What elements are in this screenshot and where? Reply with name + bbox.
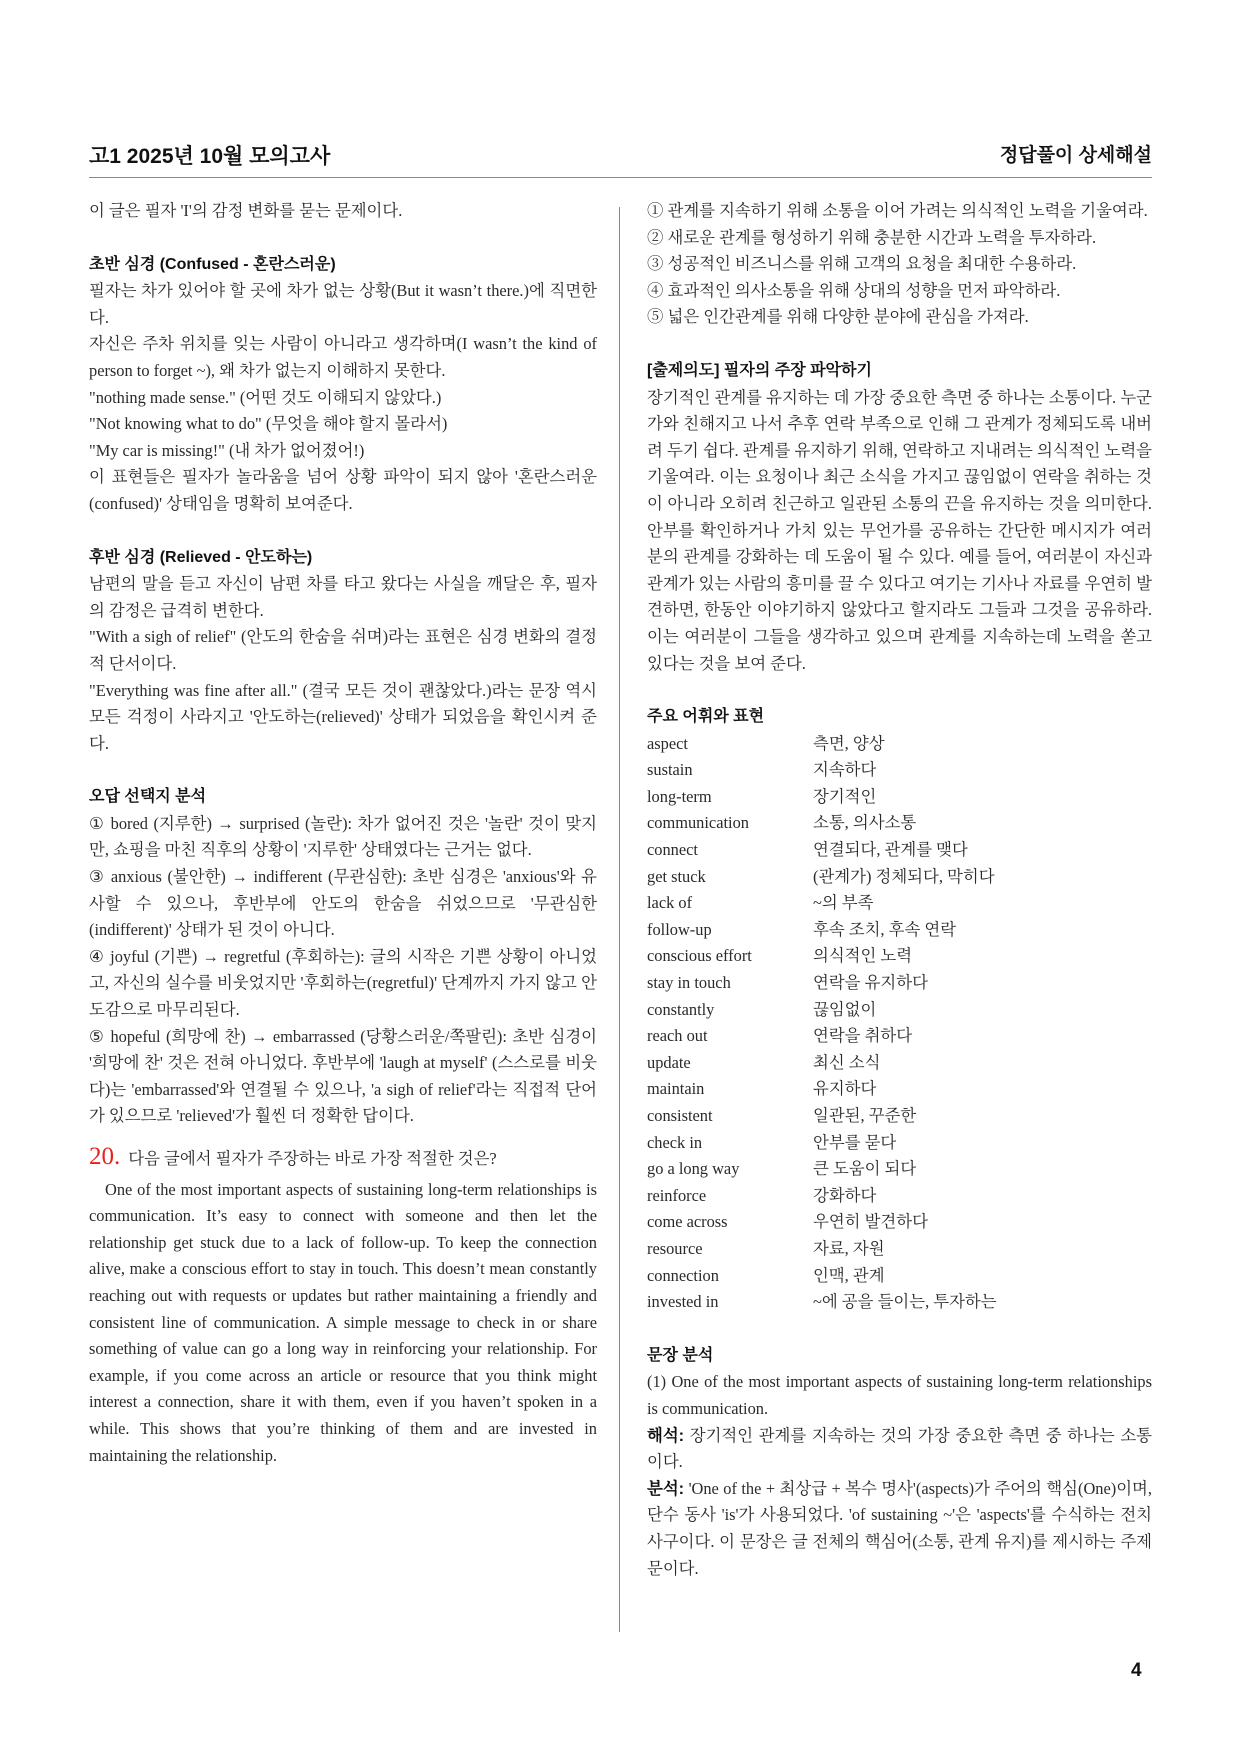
vocab-term: reach out bbox=[647, 1026, 708, 1046]
wrong-answers-section bbox=[89, 784, 597, 1130]
intent-title: [출제의도] 필자의 주장 파악하기 bbox=[647, 361, 872, 379]
vocab-meaning: 안부를 묻다 bbox=[813, 1132, 897, 1152]
vocab-item bbox=[647, 970, 1152, 997]
answer-option: ⑤ 넓은 인간관계를 위해 다양한 분야에 관심을 가져라. bbox=[647, 307, 1029, 327]
intent-body: 장기적인 관계를 유지하는 데 가장 중요한 측면 중 하나는 소통이다. 누군가와 친해지고 나서 추후 연락 부족으로 인해 그 관계가 정체되도록 내버려 두기 쉽다. 관계를 유지하기 위해, 연락하고 지내려는 의식적인 노력을 기울여라. 이는 요청이나 최근 소식을 가지고 끊임없이 연락을 취하는 것이 아니라 오히려 친근하고 일관된 소통의 끈을 유지하는 것을 의미한다. 안부를 확인하거나 가치 있는 무언가를 공유하는 간단한 메시지가 여러분의 관계를 강화하는 데 도움이 될 수 있다. 예를 들어, 여러분이 자신과 관계가 있는 사람의 흥미를 끌 수 있다고 여기는 기사나 자료를 우연히 발견하면, 한동안 이야기하지 않았다고 할지라도 그들과 그것을 공유하라. 이는 여러분이 그들을 생각하고 있으며 관계를 지속하는데 노력을 쏟고 있다는 것을 보여 준다. bbox=[647, 387, 1152, 673]
vocab-term: connect bbox=[647, 840, 698, 860]
sentence-analysis-section bbox=[647, 1343, 1152, 1582]
vocab-term: get stuck bbox=[647, 866, 706, 886]
vocab-item bbox=[647, 731, 1152, 758]
vocab-item bbox=[647, 864, 1152, 891]
vocab-term: reinforce bbox=[647, 1185, 707, 1205]
vocab-item bbox=[647, 784, 1152, 811]
vocab-item bbox=[647, 890, 1152, 917]
intro-text: 이 글은 필자 'I'의 감정 변화를 묻는 문제이다. bbox=[89, 201, 403, 220]
early-mood-title: 초반 심경 (Confused - 혼란스러운) bbox=[89, 255, 336, 273]
vocab-item bbox=[647, 1130, 1152, 1157]
vocab-term: stay in touch bbox=[647, 973, 731, 993]
vocab-term: communication bbox=[647, 813, 749, 833]
vocab-term: go a long way bbox=[647, 1159, 740, 1179]
late-mood-line: "Everything was fine after all." (결국 모든 것이 괜찮았다.)라는 문장 역시 모든 걱정이 사라지고 '안도하는(relieved)' 상태가 되었음을 확인시켜 준다. bbox=[89, 680, 597, 753]
vocab-term: update bbox=[647, 1052, 691, 1072]
late-mood-line: 남편의 말을 듣고 자신이 남편 차를 타고 왔다는 사실을 깨달은 후, 필자의 감정은 급격히 변한다. bbox=[89, 574, 597, 620]
vocab-meaning: 측면, 양상 bbox=[813, 733, 885, 753]
intent-section bbox=[647, 358, 1152, 677]
analysis-paragraph bbox=[647, 1476, 1152, 1582]
early-mood-line: 필자는 차가 있어야 할 곳에 차가 없는 상황(But it wasn’t there.)에 직면한다. bbox=[89, 281, 597, 327]
vocab-meaning: 지속하다 bbox=[813, 760, 877, 780]
vocab-item bbox=[647, 1209, 1152, 1236]
vocab-meaning: 유지하다 bbox=[813, 1079, 877, 1099]
analyzed-sentence: (1) One of the most important aspects of sustaining long‑term relationships is communication. bbox=[647, 1372, 1152, 1418]
vocab-meaning: 끊임없이 bbox=[813, 999, 877, 1019]
wrong-answers-title: 오답 선택지 분석 bbox=[89, 788, 207, 806]
vocab-meaning: 큰 도움이 되다 bbox=[813, 1159, 917, 1179]
page-header bbox=[89, 140, 1152, 180]
vocab-meaning: 장기적인 bbox=[813, 786, 877, 806]
translation-label: 해석: bbox=[647, 1426, 685, 1445]
vocab-term: resource bbox=[647, 1238, 703, 1258]
vocab-meaning: 인맥, 관계 bbox=[813, 1265, 885, 1285]
vocab-meaning: 자료, 자원 bbox=[813, 1238, 885, 1258]
analysis-text: 'One of the + 최상급 + 복수 명사'(aspects)가 주어의 핵심(One)이며, 단수 동사 'is'가 사용되었다. 'of sustaining ~'은 'aspects'를 수식하는 전치사구이다. 이 문장은 글 전체의 핵심어(소통, 관계 유지)를 제시하는 주제문이다. bbox=[647, 1478, 1152, 1578]
vocab-meaning: 의식적인 노력 bbox=[813, 946, 913, 966]
late-mood-line: "With a sigh of relief" (안도의 한숨을 쉬며)라는 표현은 심경 변화의 결정적 단서이다. bbox=[89, 627, 597, 673]
translation-text: 장기적인 관계를 지속하는 것의 가장 중요한 측면 중 하나는 소통이다. bbox=[647, 1425, 1152, 1472]
early-mood-line: "My car is missing!" (내 차가 없어졌어!) bbox=[89, 440, 365, 460]
vocab-item bbox=[647, 1236, 1152, 1263]
vocab-meaning: ~의 부족 bbox=[813, 893, 874, 913]
vocab-term: check in bbox=[647, 1132, 703, 1152]
vocab-meaning: 연결되다, 관계를 맺다 bbox=[813, 840, 968, 860]
vocab-meaning: ~에 공을 들이는, 투자하는 bbox=[813, 1292, 997, 1312]
answer-option: ③ 성공적인 비즈니스를 위해 고객의 요청을 최대한 수용하라. bbox=[647, 254, 1077, 274]
early-mood-line: "Not knowing what to do" (무엇을 해야 할지 몰라서) bbox=[89, 414, 448, 434]
vocab-term: aspect bbox=[647, 733, 688, 753]
early-mood-line: "nothing made sense." (어떤 것도 이해되지 않았다.) bbox=[89, 387, 442, 407]
vocab-term: sustain bbox=[647, 760, 693, 780]
vocab-term: consistent bbox=[647, 1106, 713, 1125]
vocab-item bbox=[647, 1263, 1152, 1290]
vocab-meaning: 연락을 유지하다 bbox=[813, 973, 928, 993]
vocab-term: connection bbox=[647, 1265, 719, 1285]
column-divider bbox=[619, 207, 620, 1632]
vocab-term: constantly bbox=[647, 999, 715, 1019]
question-header bbox=[89, 1142, 597, 1173]
vocab-item bbox=[647, 943, 1152, 970]
left-column bbox=[89, 198, 597, 1469]
vocab-meaning: 최신 소식 bbox=[813, 1052, 881, 1072]
vocab-meaning: 강화하다 bbox=[813, 1185, 877, 1205]
late-mood-section bbox=[89, 545, 597, 758]
answer-option: ① 관계를 지속하기 위해 소통을 이어 가려는 의식적인 노력을 기울여라. bbox=[647, 201, 1148, 220]
vocab-meaning: 소통, 의사소통 bbox=[813, 813, 917, 833]
early-mood-section bbox=[89, 252, 597, 518]
vocabulary-title: 주요 어휘와 표현 bbox=[647, 708, 765, 726]
vocab-item bbox=[647, 837, 1152, 864]
vocabulary-section bbox=[647, 704, 1152, 1316]
vocab-term: long-term bbox=[647, 786, 712, 806]
vocab-item bbox=[647, 1103, 1152, 1130]
early-mood-line: 이 표현들은 필자가 놀라움을 넘어 상황 파악이 되지 않아 '혼란스러운(confused)' 상태임을 명확히 보여준다. bbox=[89, 467, 597, 513]
vocab-meaning: 우연히 발견하다 bbox=[813, 1212, 928, 1232]
right-column bbox=[647, 198, 1152, 1582]
vocab-item bbox=[647, 757, 1152, 784]
vocab-term: lack of bbox=[647, 893, 693, 913]
page-number: 4 bbox=[1131, 1660, 1142, 1681]
vocab-meaning: 연락을 취하다 bbox=[813, 1026, 913, 1046]
vocabulary-list bbox=[647, 731, 1152, 1316]
analysis-label: 분석: bbox=[647, 1479, 685, 1498]
vocab-item bbox=[647, 1183, 1152, 1210]
wrong-answer-item: ③ anxious (불안한) → indifferent (무관심한): 초반 심경은 'anxious'와 유사할 수 있으나, 후반부에 안도의 한숨을 쉬었으므로 '무관심한(indifferent)' 상태가 된 것이 아니다. bbox=[89, 867, 597, 940]
vocab-item bbox=[647, 1289, 1152, 1316]
early-mood-line: 자신은 주차 위치를 잊는 사람이 아니라고 생각하며(I wasn’t the kind of person to forget ~), 왜 차가 없는지 이해하지 못한다. bbox=[89, 334, 597, 380]
late-mood-title: 후반 심경 (Relieved - 안도하는) bbox=[89, 548, 313, 566]
vocab-term: maintain bbox=[647, 1079, 705, 1099]
header-divider bbox=[89, 177, 1152, 178]
vocab-item bbox=[647, 1156, 1152, 1183]
answer-option: ④ 효과적인 의사소통을 위해 상대의 성향을 먼저 파악하라. bbox=[647, 280, 1061, 300]
wrong-answer-item: ④ joyful (기쁜) → regretful (후회하는): 글의 시작은 기쁜 상황이 아니었고, 자신의 실수를 비웃었지만 '후회하는(regretful)' 단계까지 가지 않고 안도감으로 마무리된다. bbox=[89, 946, 597, 1020]
question-passage: One of the most important aspects of sustaining long‑term relationships is communication. It’s easy to connect with someone and then let the relationship get stuck due to a lack of follow‑up. To keep the connection alive, make a conscious effort to stay in touch. This doesn’t mean constantly reaching out with requests or updates but rather maintaining a friendly and consistent line of communication. A simple message to check in or share something of value can go a long way in reinforcing your relationship. For example, if you come across an article or resource that you think might interest a connection, share it with them, even if you haven’t spoken in a while. This shows that you’re thinking of them and are invested in maintaining the relationship. bbox=[89, 1179, 597, 1465]
question-20 bbox=[89, 1142, 597, 1469]
vocab-meaning: 후속 조치, 후속 연락 bbox=[813, 919, 957, 939]
vocab-term: invested in bbox=[647, 1292, 719, 1312]
vocab-term: follow-up bbox=[647, 919, 712, 939]
vocab-item bbox=[647, 1076, 1152, 1103]
question-prompt: 다음 글에서 필자가 주장하는 바로 가장 적절한 것은? bbox=[128, 1149, 497, 1168]
translation-paragraph bbox=[647, 1423, 1152, 1476]
wrong-answer-item: ⑤ hopeful (희망에 찬) → embarrassed (당황스러운/쪽팔린): 초반 심경이 '희망에 찬' 것은 전혀 아니었다. 후반부에 'laugh at myself' (스스로를 비웃다)는 'embarrassed'와 연결될 수 있으나, 'a sigh of relief'라는 직접적 단어가 있으므로 'relieved'가 훨씬 더 정확한 답이다. bbox=[89, 1026, 597, 1126]
vocab-item bbox=[647, 1023, 1152, 1050]
vocab-item bbox=[647, 810, 1152, 837]
answer-options bbox=[647, 198, 1152, 331]
vocab-meaning: 일관된, 꾸준한 bbox=[813, 1106, 917, 1125]
vocab-item bbox=[647, 1050, 1152, 1077]
vocab-item bbox=[647, 917, 1152, 944]
answer-option: ② 새로운 관계를 형성하기 위해 충분한 시간과 노력을 투자하라. bbox=[647, 227, 1097, 247]
vocab-item bbox=[647, 997, 1152, 1024]
vocab-term: come across bbox=[647, 1212, 728, 1232]
question-number: 20. bbox=[89, 1143, 121, 1170]
exam-title: 고1 2025년 10월 모의고사 bbox=[89, 145, 331, 168]
vocab-meaning: (관계가) 정체되다, 막히다 bbox=[813, 866, 995, 886]
wrong-answer-item: ① bored (지루한) → surprised (놀란): 차가 없어진 것은 '놀란' 것이 맞지만, 쇼핑을 마친 직후의 상황이 '지루한' 상태였다는 근거는 없다. bbox=[89, 813, 597, 860]
section-subtitle: 정답풀이 상세해설 bbox=[999, 145, 1152, 166]
sentence-analysis-title: 문장 분석 bbox=[647, 1346, 714, 1364]
vocab-term: conscious effort bbox=[647, 946, 752, 966]
